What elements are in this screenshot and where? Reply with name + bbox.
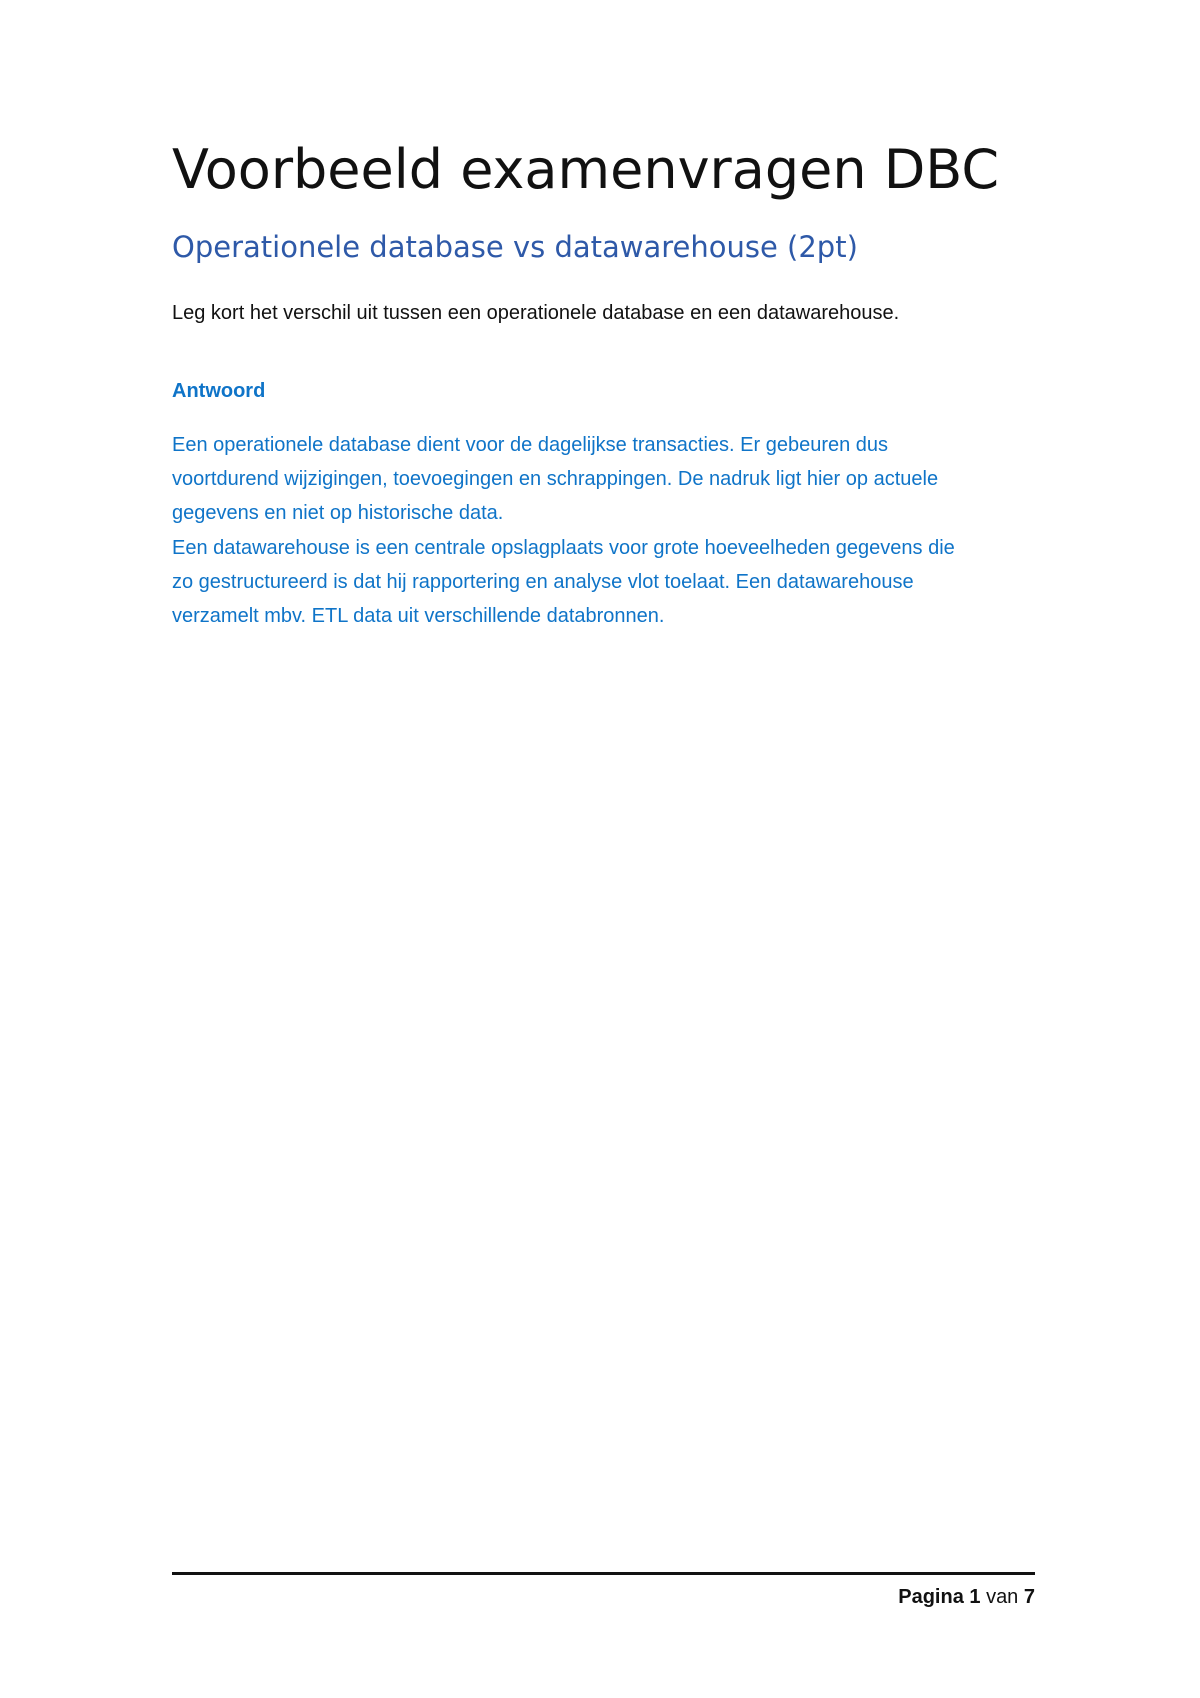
answer-text bbox=[172, 428, 1052, 633]
footer-page-number: 1 bbox=[969, 1586, 981, 1608]
document-title: Voorbeeld examenvragen DBC bbox=[172, 138, 1000, 201]
footer-divider bbox=[172, 1572, 1035, 1575]
answer-line: Een datawarehouse is een centrale opslagplaats voor grote hoeveelheden gegevens die bbox=[172, 536, 955, 559]
section-heading: Operationele database vs datawarehouse (2pt) bbox=[172, 230, 858, 264]
footer-of-word: van bbox=[986, 1586, 1019, 1608]
footer-total-pages: 7 bbox=[1023, 1586, 1035, 1608]
answer-line: voortdurend wijzigingen, toevoegingen en schrappingen. De nadruk ligt hier op actuele bbox=[172, 468, 939, 491]
answer-heading: Antwoord bbox=[172, 380, 266, 402]
page-footer bbox=[898, 1582, 1035, 1612]
question-text: Leg kort het verschil uit tussen een operationele database en een datawarehouse. bbox=[172, 302, 900, 324]
footer-page-word: Pagina bbox=[898, 1586, 964, 1608]
answer-line: Een operationele database dient voor de dagelijkse transacties. Er gebeuren dus bbox=[172, 434, 889, 456]
answer-line: verzamelt mbv. ETL data uit verschillende databronnen. bbox=[172, 605, 665, 628]
answer-line: zo gestructureerd is dat hij rapportering en analyse vlot toelaat. Een datawarehouse bbox=[172, 570, 914, 593]
answer-line: gegevens en niet op historische data. bbox=[172, 502, 504, 525]
